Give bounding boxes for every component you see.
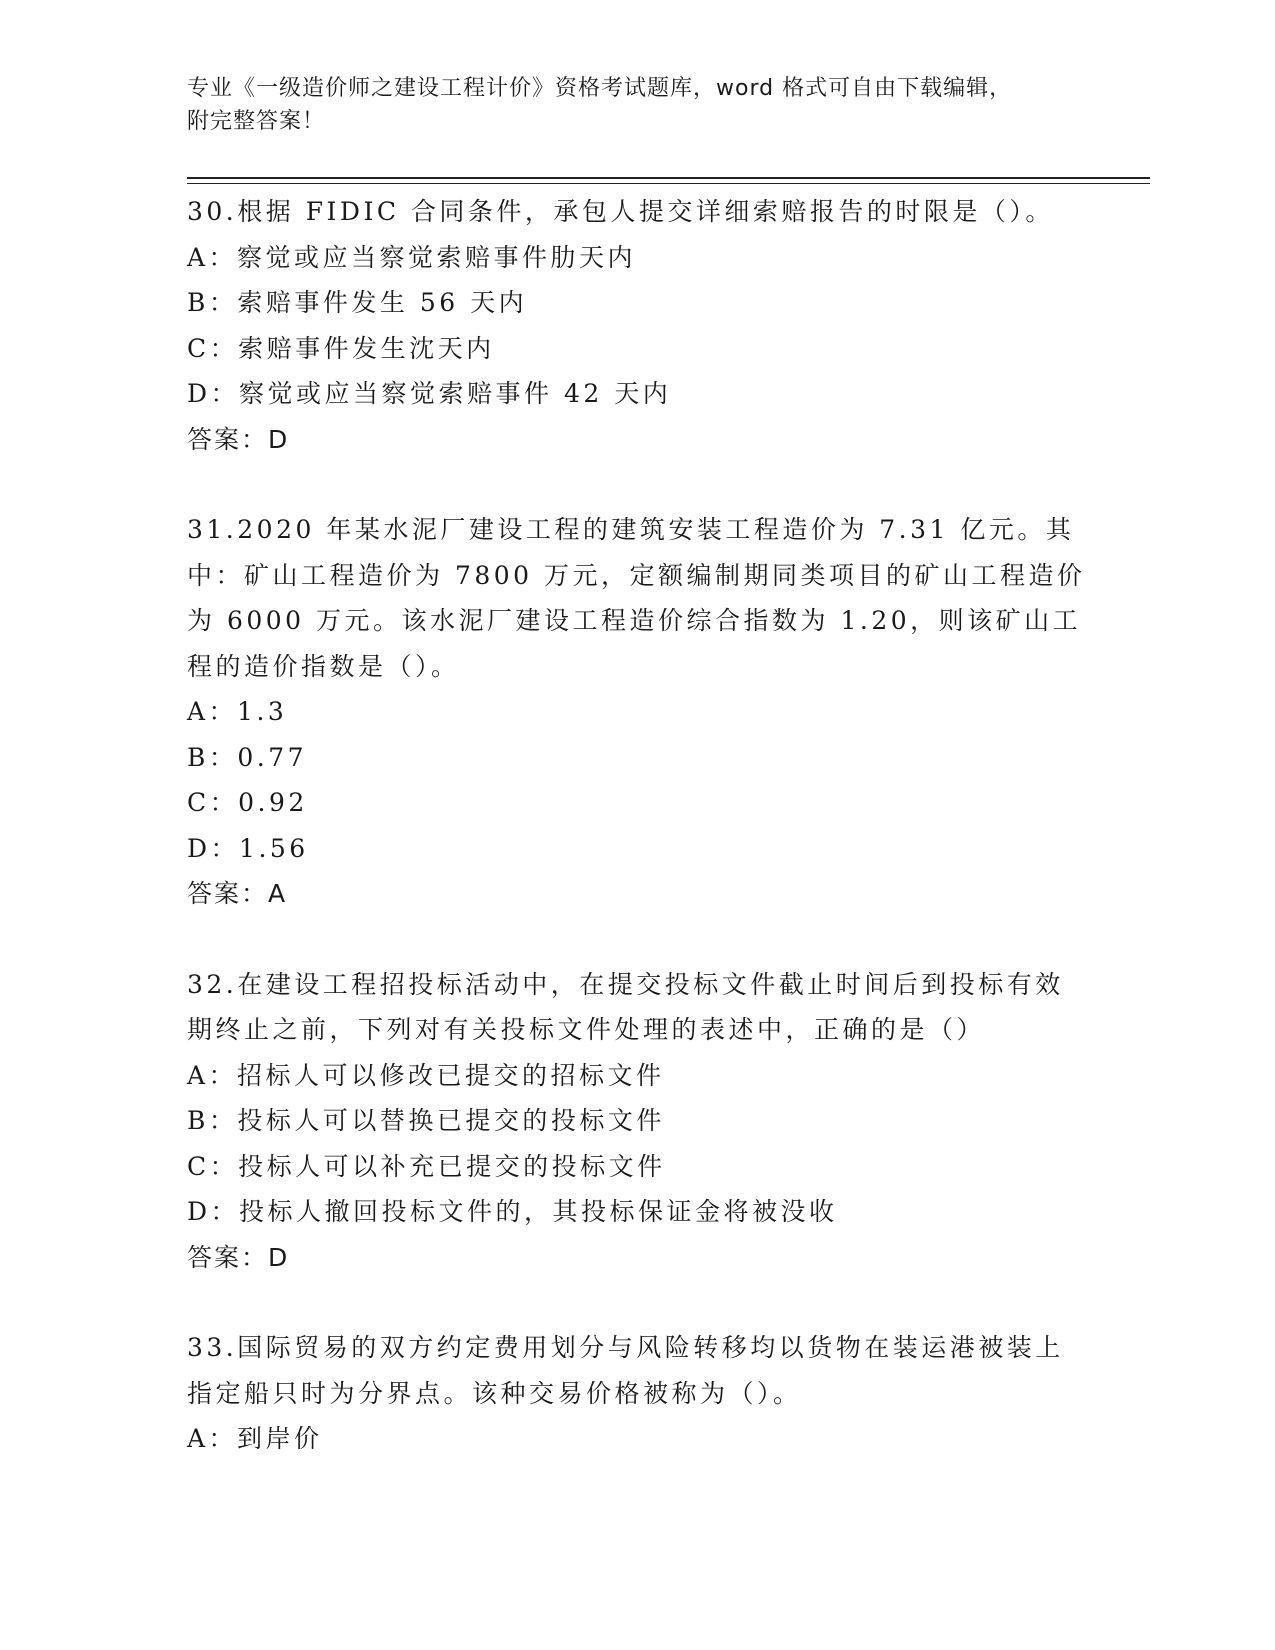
question-30 [187,189,1087,462]
option-a: A：招标人可以修改已提交的招标文件 [187,1060,665,1090]
question-31 [187,507,1087,917]
option-a: A：到岸价 [187,1424,323,1453]
option-a: A：察觉或应当察觉索赔事件肋天内 [187,242,637,272]
question-33 [187,1325,1087,1462]
answer-label: 答案：D [187,424,290,454]
question-text: 33.国际贸易的双方约定费用划分与风险转移均以货物在装运港被装上指定船只时为分界点。该种交易价格被称为（）。 [187,1333,1064,1408]
header-divider-thin [187,183,1150,184]
question-32 [187,962,1087,1281]
answer-label: 答案：D [187,1242,290,1272]
question-text: 32.在建设工程招投标活动中，在提交投标文件截止时间后到投标有效期终止之前，下列对有关投标文件处理的表述中，正确的是（） [187,969,1064,1044]
option-d: D：投标人撤回投标文件的，其投标保证金将被没收 [187,1197,838,1226]
question-text: 30.根据 FIDIC 合同条件，承包人提交详细索赔报告的时限是（）。 [187,197,1054,226]
option-c: C：索赔事件发生沈天内 [187,333,495,363]
document-header [187,72,1067,138]
option-b: B：索赔事件发生 56 天内 [187,288,528,317]
option-c: C：0.92 [187,788,308,817]
header-line-1: 专业《一级造价师之建设工程计价》资格考试题库，word 格式可自由下载编辑， [187,76,1013,101]
option-b: B：投标人可以替换已提交的投标文件 [187,1106,665,1135]
header-divider-thick [187,177,1150,179]
option-a: A：1.3 [187,697,288,726]
question-text: 31.2020 年某水泥厂建设工程的建筑安装工程造价为 7.31 亿元。其中：矿山工程造价为 7800 万元，定额编制期同类项目的矿山工程造价为 6000 万元。该水泥厂建设工程造价综合指数为 1.20，则该矿山工程的造价指数是（）。 [187,515,1086,681]
option-c: C：投标人可以补充已提交的投标文件 [187,1151,666,1181]
question-list [187,189,1087,1507]
option-d: D：1.56 [187,833,309,863]
header-line-2: 附完整答案！ [187,109,326,134]
option-d: D：察觉或应当察觉索赔事件 42 天内 [187,379,672,408]
option-b: B：0.77 [187,742,308,772]
answer-label: 答案：A [187,879,288,908]
